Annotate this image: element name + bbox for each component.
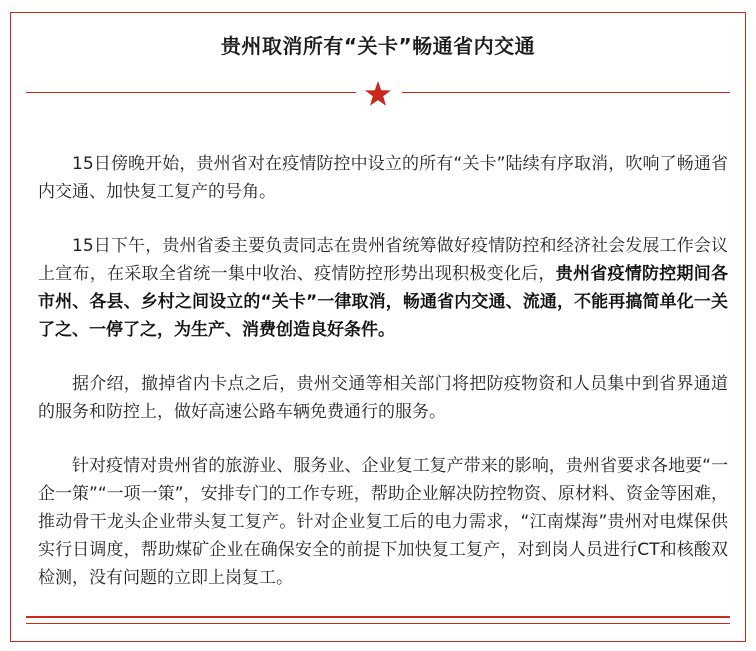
star-icon bbox=[364, 80, 392, 108]
article-body bbox=[38, 150, 728, 618]
paragraph-1-text: 15日傍晚开始，贵州省对在疫情防控中设立的所有“关卡”陆续有序取消，吹响了畅通省内交通、加快复工复产的号角。 bbox=[38, 154, 728, 202]
paragraph-3 bbox=[38, 370, 728, 426]
footer-divider-thick bbox=[26, 616, 730, 618]
paragraph-4-text: 针对疫情对贵州省的旅游业、服务业、企业复工复产带来的影响，贵州省要求各地要“一企一策”“一项一策”，安排专门的工作专班，帮助企业解决防控物资、原材料、资金等困难，推动骨干龙头企业带头复工复产。针对企业复工后的电力需求，“江南煤海”贵州对电煤保供实行日调度，帮助煤矿企业在确保安全的前提下加快复工复产，对到岗人员进行CT和核酸双检测，没有问题的立即上岗复工。 bbox=[38, 456, 728, 588]
paragraph-1 bbox=[38, 150, 728, 206]
title-divider-right bbox=[402, 92, 730, 93]
paragraph-3-text: 据介绍，撤掉省内卡点之后，贵州交通等相关部门将把防疫物资和人员集中到省界通道的服务和防控上，做好高速公路车辆免费通行的服务。 bbox=[38, 374, 728, 422]
paragraph-2-text: 15日下午，贵州省委主要负责同志在贵州省统筹做好疫情防控和经济社会发展工作会议上宣布，在采取全省统一集中收治、疫情防控形势出现积极变化后， bbox=[38, 236, 728, 284]
paragraph-2-bold: 贵州省疫情防控期间各市州、各县、乡村之间设立的“关卡”一律取消，畅通省内交通、流通，不能再搞简单化一关了之、一停了之，为生产、消费创造良好条件。 bbox=[38, 264, 729, 340]
footer-divider-thin bbox=[26, 623, 730, 624]
paragraph-2 bbox=[38, 232, 728, 344]
title-divider-left bbox=[26, 92, 356, 93]
article-title: 贵州取消所有“关卡”畅通省内交通 bbox=[220, 34, 536, 58]
paragraph-4 bbox=[38, 452, 728, 592]
